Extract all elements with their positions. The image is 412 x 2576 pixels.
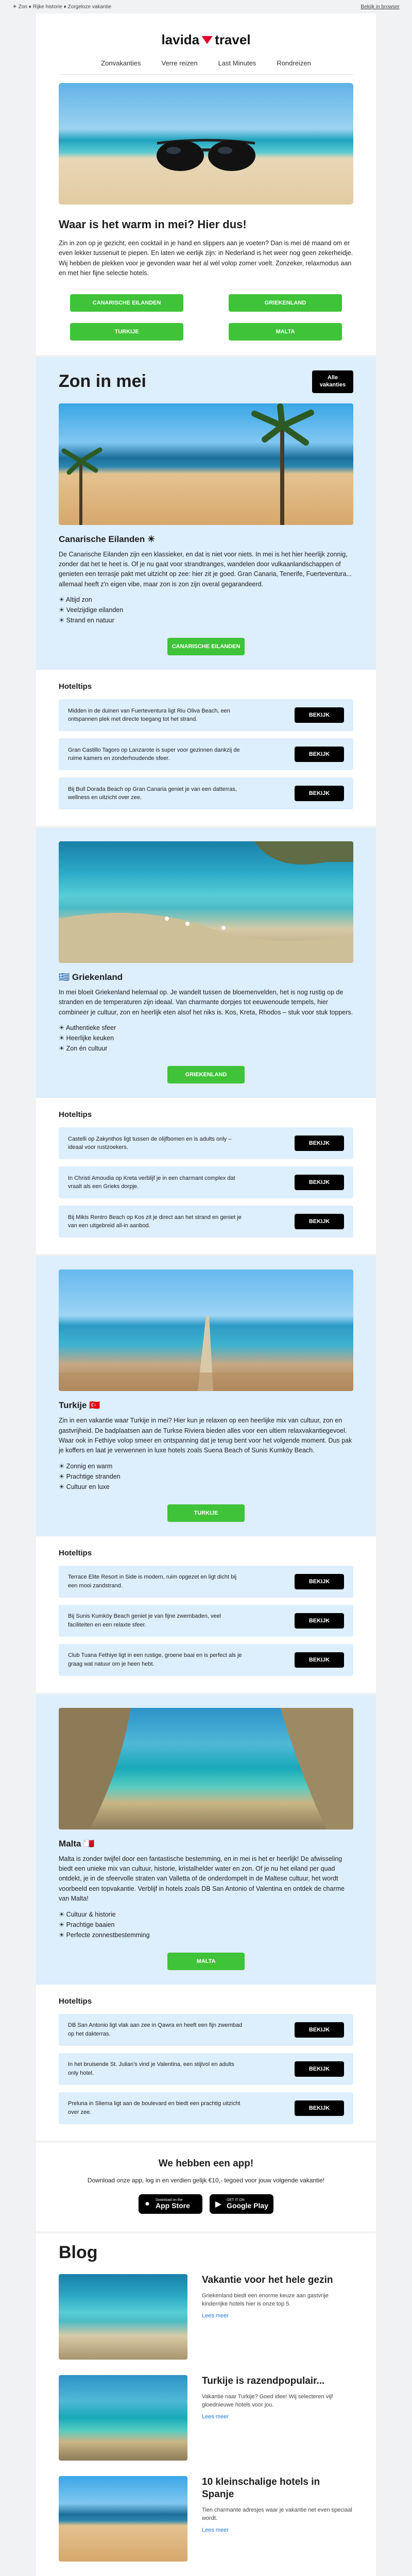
nav-item-zonvakanties[interactable]: Zonvakanties [101,59,141,67]
nav-item-verre-reizen[interactable]: Verre reizen [161,59,198,67]
griekenland-image[interactable] [59,841,353,963]
store-big-text: App Store [156,2201,190,2210]
hotel-text: Bij Bull Dorada Beach op Gran Canaria geniet je van een datterras, wellness en uitzicht over zee. [68,786,237,801]
destination-text: Malta is zonder twijfel door een fantastische bestemming, en in mei is het er heerlijk! De afwisseling biedt een unieke mix van cultuur, historie, kristalhelder water en zon. Of je nu het eiland per quad ontdekt, je in de sfeervolle straten van Valletta of de onderdompelt in de Maltese cultuur, het wordt voorbeeld een topvakantie. Verblijf in hotels zoals DB San Antonio of Valentina en ontdek de charme van Malta! [59,1855,345,1903]
hotel-text: In Christi Amoudia op Kreta verblijf je in een charmant complex dat vraalt als een Grieks dorpje. [68,1175,235,1190]
beach-bay-icon [59,841,353,963]
bullet-item: ☀ Cultuur & historie [59,1910,116,1918]
intro-title: Waar is het warm in mei? Hier dus! [59,218,247,231]
destination-malta [36,1694,376,1985]
bullet-item: ☀ Zon én cultuur [59,1045,108,1053]
blog-item-text: Vakantie naar Turkije? Goed idee! Wij selecteren vijf gloednieuwe hotels voor jou. [202,2393,333,2409]
blog-item[interactable] [59,2274,353,2360]
hotel-card [59,1127,353,1159]
logo[interactable] [161,32,250,48]
logo-name-2: travel [215,32,251,47]
malta-image[interactable] [59,1708,353,1829]
blog-image[interactable] [59,2274,187,2360]
app-promo [36,2143,376,2232]
destination-bullets [59,1023,353,1054]
destination-title: Turkije 🇹🇷 [59,1400,100,1411]
blog-image[interactable] [59,2375,187,2461]
hoteltips-griekenland [36,1098,376,1254]
hoteltips-title: Hoteltips [59,1110,92,1120]
bekijk-button[interactable]: BEKIJK [295,707,344,723]
zon-title: Zon in mei [59,371,146,391]
bullet-item: ☀ Altijd zon [59,596,92,603]
turkije-cta-button[interactable]: TURKIJE [167,1504,245,1522]
play-icon: ▶ [215,2200,222,2209]
hotel-card [59,1166,353,1198]
hotel-text: Bij Mikis Rentro Beach op Kos zit je direct aan het strand en geniet je van een uitgebreid all-in aanbod. [68,1214,242,1229]
view-in-browser-link[interactable]: Bekijk in browser [360,4,400,10]
palm-tree-icon [59,403,353,525]
bekijk-button[interactable]: BEKIJK [295,1175,344,1190]
destination-buttons [36,284,376,355]
hotel-card [59,1566,353,1598]
canarische-eilanden-image[interactable] [59,403,353,525]
lees-meer-link[interactable]: Lees meer [202,2527,229,2533]
apple-icon: ● [145,2199,150,2209]
blog-image[interactable] [59,2476,187,2562]
intro-section [36,205,376,284]
hotel-text: Terrace Elite Resort in Side is modern, ruim opgezet en ligt dicht bij een mooi zandstrand. [68,1574,237,1589]
sunglasses-icon [152,137,260,173]
blog-item-title: Turkije is razendpopulair... [202,2376,325,2387]
hotel-text: DB San Antonio ligt vlak aan zee in Qawra en heeft een fijn zwembad op het dakterras. [68,2022,243,2037]
hoteltips-title: Hoteltips [59,1996,92,2006]
hotel-text: Castelli op Zakynthos ligt tussen de olijfbomen en is adults only – ideaal voor rustzoekers. [68,1136,232,1151]
email-body [36,13,376,2576]
bullet-item: ☀ Heerlijke keuken [59,1035,114,1042]
griekenland-cta-button[interactable]: GRIEKENLAND [167,1066,245,1083]
bekijk-button[interactable]: BEKIJK [295,2061,344,2077]
pier-icon [59,1269,353,1391]
turkije-image[interactable] [59,1269,353,1391]
hotel-card [59,699,353,731]
bullet-item: ☀ Perfecte zonnestbestemming [59,1931,150,1939]
hotel-text: Preluna in Sliema ligt aan de boulevard en biedt een prachtig uitzicht over zee. [68,2100,241,2115]
canarische-eilanden-cta-button[interactable]: CANARISCHE EILANDEN [167,638,245,655]
hotel-text: Midden in de duinen van Fuerteventura ligt Riu Oliva Beach, een ontspannen plek met directe toegang tot het strand. [68,707,230,722]
bullet-item: ☀ Zonnig en warm [59,1462,113,1470]
blog-item[interactable] [59,2375,353,2461]
google-play-button[interactable] [210,2194,273,2214]
bullet-item: ☀ Authentieke sfeer [59,1024,116,1032]
bekijk-button[interactable]: BEKIJK [295,1574,344,1589]
hotel-card [59,738,353,770]
hero-image[interactable] [59,83,353,205]
hotel-card [59,1644,353,1676]
hoteltips-canarische-eilanden [36,670,376,826]
bekijk-button[interactable]: BEKIJK [295,786,344,801]
alle-vakanties-button[interactable]: Alle vakanties [312,370,353,393]
blog-item-text: Griekenland biedt een enorme keuze aan gastvrije kinderrijke hotels hier is onze top 5. [202,2292,329,2308]
destination-turkije [36,1256,376,1536]
cove-icon [59,1708,353,1829]
main-nav [59,59,353,75]
intro-text: Zin in zon op je gezicht, een cocktail in je hand en slippers aan je voeten? Dan is mei dé maand om er even lekker tussenuit te piepen. En laten we eerlijk zijn: in Nederland is het weer nog geen zekerheidje. Wij hebben de plekken voor je gevonden waar het al wél volop zomer voelt. Zonzeker, relaxmodus aan en met hier fijne selectie hotels. [59,240,353,277]
hotel-card [59,2014,353,2046]
zon-header [59,370,353,393]
destination-title: Malta 🇲🇹 [59,1838,95,1849]
bekijk-button[interactable]: BEKIJK [295,1613,344,1629]
bullet-item: ☀ Strand en natuur [59,617,114,624]
destination-title: 🇬🇷 Griekenland [59,972,123,982]
logo-name: lavida [161,32,200,47]
destination-canarische-eilanden [36,357,376,670]
canarische-eilanden-button[interactable]: CANARISCHE EILANDEN [70,294,183,312]
blog-item-text: Tien charmante adresjes waar je vakantie net even speciaal wordt. [202,2506,352,2522]
preheader [0,0,412,13]
turkije-button[interactable]: TURKIJE [70,323,183,341]
hotel-card [59,1206,353,1238]
hoteltips-title: Hoteltips [59,1548,92,1557]
destination-bullets [59,1909,353,1940]
destination-text: In mei bloeit Griekenland helemaal op. Je wandelt tussen de bloemenvelden, het is nog rustig op de stranden en de temperaturen zijn ideaal. Van charmante dorpjes tot eeuwenoude tempels, hier combineer je cultuur, zon en heerlijk eten alsof het niks is. Kos, Kreta, Rhodos – stuk voor stuk toppers. [59,989,353,1016]
store-big-text: Google Play [227,2201,268,2210]
lees-meer-link[interactable]: Lees meer [202,2312,229,2319]
hotel-text: Gran Castillo Tagoro op Lanzarote is super voor gezinnen dankzij de ruime kamers en zonderhoudende sfeer. [68,747,240,761]
destination-bullets [59,1461,353,1492]
malta-button[interactable]: MALTA [229,323,342,341]
header [36,13,376,75]
malta-cta-button[interactable]: MALTA [167,1953,245,1970]
nav-item-rondreizen[interactable]: Rondreizen [277,59,311,67]
app-text: Download onze app, log in en verdien gelijk €10,- tegoed voor jouw volgende vakantie! [87,2176,325,2184]
bullet-item: ☀ Cultuur en luxe [59,1483,110,1490]
bekijk-button[interactable]: BEKIJK [295,1214,344,1229]
hotel-card [59,2092,353,2124]
bullet-item: ☀ Veelzijdige eilanden [59,606,124,614]
preheader-text: ☀ Zon ♦ Rijke historie ♦ Zorgeloze vakantie [12,4,112,10]
destination-bullets [59,595,353,625]
hoteltips-title: Hoteltips [59,682,92,691]
bekijk-button[interactable]: BEKIJK [295,747,344,762]
destination-title: Canarische Eilanden ☀ [59,534,156,544]
store-small-text: Download on the [156,2198,183,2202]
hotel-text: In het bruisende St. Julian's vind je Valentina, een stijlvol en adults only hotel. [68,2061,234,2076]
bullet-item: ☀ Prachtige stranden [59,1472,121,1480]
blog-section [36,2233,376,2576]
hotel-text: Club Tuana Fethiye ligt in een rustige, groene baai en is perfect als je graag wat natuur om je heen hebt. [68,1652,242,1667]
hotel-card [59,777,353,809]
bekijk-button[interactable]: BEKIJK [295,1136,344,1151]
hoteltips-malta [36,1985,376,2141]
destination-text: Zin in een vakantie waar Turkije in mei? Hier kun je relaxen op een heerlijke mix van cultuur, zon en gastvrijheid. De badplaatsen aan de Turkse Riviera bieden alles voor een ultiem relaxvakantiegevoel. Waar ook in Fethiye volop smeer en ontspanning dat je terug bent voor het volgende moment. Dus pak je koffers en laat je verwennen in luxe hotels zoals Suena Beach of Sunis Kumköy Beach. [59,1417,352,1454]
bekijk-button[interactable]: BEKIJK [295,1652,344,1668]
store-small-text: GET IT ON [227,2198,245,2202]
app-store-button[interactable] [139,2194,202,2214]
hotel-card [59,2053,353,2085]
logo-mark-icon [201,36,213,44]
bullet-item: ☀ Prachtige baaien [59,1921,115,1928]
griekenland-button[interactable]: GRIEKENLAND [229,294,342,312]
blog-item-title: 10 kleinschalige hotels in Spanje [202,2477,320,2500]
bekijk-button[interactable]: BEKIJK [295,2022,344,2038]
destination-griekenland [36,828,376,1098]
store-badges [59,2194,353,2214]
destination-text: De Canarische Eilanden zijn een klassieker, en dat is niet voor niets. In mei is het hier heerlijk zonnig, zonder dat het te heet is. Of je nu gaat voor strandtranges, wandelen door vulkaanlandschappen of genieten een terrasje pakt met uitzicht op zee: hier zit je goed. Gran Canaria, Tenerife, Fuerteventura... allemaal heeft z'n eigen vibe, maar zon is zon zijn overal gegarandeerd. [59,550,352,588]
lees-meer-link[interactable]: Lees meer [202,2413,229,2420]
hoteltips-turkije [36,1536,376,1692]
blog-item-title: Vakantie voor het hele gezin [202,2275,333,2286]
app-title: We hebben een app! [158,2158,254,2169]
nav-item-last-minutes[interactable]: Last Minutes [218,59,256,67]
hotel-text: Bij Sunis Kumköy Beach geniet je van fijne zwembaden, veel faciliteiten en een relaxte sfeer. [68,1613,221,1628]
bekijk-button[interactable]: BEKIJK [295,2100,344,2116]
hotel-card [59,1605,353,1637]
blog-title: Blog [59,2243,98,2263]
blog-item[interactable] [59,2476,353,2562]
